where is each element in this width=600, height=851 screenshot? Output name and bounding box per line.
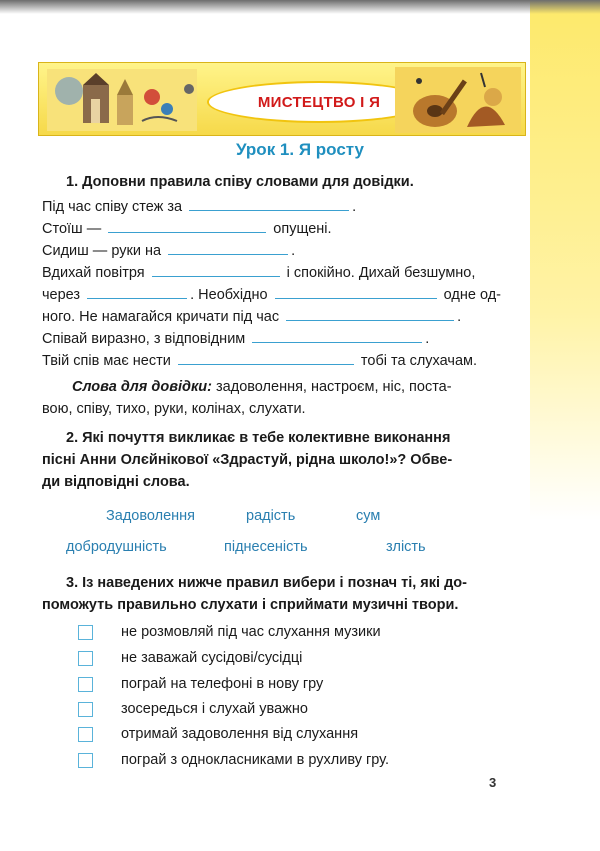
task1-line-8 (42, 350, 477, 372)
task1-text: Вдихай повітря (42, 265, 145, 281)
answer-blank[interactable] (87, 284, 187, 299)
rule-checkbox[interactable] (78, 677, 93, 692)
task1-line-4 (42, 262, 475, 284)
task1-text: ного. Не намагайся кричати під час (42, 309, 280, 325)
answer-blank[interactable] (152, 262, 280, 277)
task1-line-1: Під час співу стеж за . (42, 196, 356, 218)
task2-heading-line-2: пісні Анни Олєйнікової «Здрастуй, рідна школо!»? Обве- (42, 452, 453, 468)
feeling-word[interactable]: злість (386, 539, 426, 555)
task1-text: Під час співу стеж за (42, 199, 183, 215)
feeling-word[interactable]: Задоволення (106, 508, 196, 524)
task1-line-2 (42, 218, 332, 240)
task1-line-5 (42, 284, 501, 306)
rule-item (78, 674, 323, 694)
rule-label: зосередься і слухай уважно (121, 701, 308, 717)
task1-text: . Необхідно (190, 287, 268, 303)
rule-checkbox[interactable] (78, 702, 93, 717)
task1-text: Стоїш — (42, 221, 102, 237)
task2-heading-line-1: 2. Які почуття викликає в тебе колективне виконання (66, 430, 451, 446)
rule-label: не заважай сусідові/сусідці (121, 650, 303, 666)
task3-heading-line-1: 3. Із наведених нижче правил вибери і познач ті, які до- (66, 575, 467, 591)
task1-text: Сидиш — руки на (42, 243, 162, 259)
help-words-line-2: вою, співу, тихо, руки, колінах, слухати. (42, 401, 306, 417)
feeling-word[interactable]: піднесеність (224, 539, 308, 555)
rule-item (78, 622, 381, 642)
help-words: задоволення, настроєм, ніс, поста- (216, 379, 452, 395)
help-words-line-1 (72, 376, 452, 398)
answer-blank[interactable] (275, 284, 437, 299)
task1-text: через (42, 287, 81, 303)
rule-item (78, 750, 389, 770)
banner-illustration-right (395, 67, 521, 133)
rule-checkbox[interactable] (78, 625, 93, 640)
rule-label: пограй на телефоні в нову гру (121, 676, 324, 692)
task1-text: і спокійно. Дихай безшумно, (286, 265, 476, 281)
lesson-title: Урок 1. Я росту (236, 140, 364, 159)
page-number: 3 (489, 775, 497, 790)
task1-text: Співай виразно, з відповідним (42, 331, 246, 347)
page-edge-decoration (530, 0, 600, 520)
answer-blank[interactable] (252, 328, 422, 343)
task1-line-7: Співай виразно, з відповідним . (42, 328, 429, 350)
banner-title: МИСТЕЦТВО І Я (207, 81, 431, 123)
rule-item (78, 648, 302, 668)
answer-blank[interactable] (108, 218, 266, 233)
feeling-word[interactable]: сум (356, 508, 381, 524)
rule-label: отримай задоволення від слухання (121, 726, 359, 742)
rule-label: не розмовляй під час слухання музики (121, 624, 381, 640)
task1-text: тобі та слухачам. (360, 353, 477, 369)
answer-blank[interactable] (178, 350, 354, 365)
rule-item (78, 724, 358, 744)
task3-heading-line-2: поможуть правильно слухати і сприймати музичні твори. (42, 597, 459, 613)
scan-shadow (0, 0, 600, 14)
answer-blank[interactable] (168, 240, 288, 255)
feeling-word[interactable]: радість (246, 508, 296, 524)
answer-blank[interactable] (189, 196, 349, 211)
task1-text: опущені. (273, 221, 332, 237)
task1-text: Твій спів має нести (42, 353, 171, 369)
task1-line-6: ного. Не намагайся кричати під час . (42, 306, 461, 328)
banner-illustration-left (47, 69, 197, 131)
help-label: Слова для довідки: (72, 379, 212, 395)
rule-checkbox[interactable] (78, 651, 93, 666)
section-banner (38, 62, 526, 136)
answer-blank[interactable] (286, 306, 454, 321)
task1-heading: 1. Доповни правила співу словами для довідки. (66, 174, 414, 190)
feeling-word[interactable]: добродушність (66, 539, 167, 555)
task1-text: одне од- (443, 287, 501, 303)
rule-label: пограй з однокласниками в рухливу гру. (121, 752, 390, 768)
rule-checkbox[interactable] (78, 753, 93, 768)
rule-item (78, 699, 308, 719)
rule-checkbox[interactable] (78, 727, 93, 742)
task2-heading-line-3: ди відповідні слова. (42, 474, 190, 490)
task1-line-3: Сидиш — руки на . (42, 240, 295, 262)
